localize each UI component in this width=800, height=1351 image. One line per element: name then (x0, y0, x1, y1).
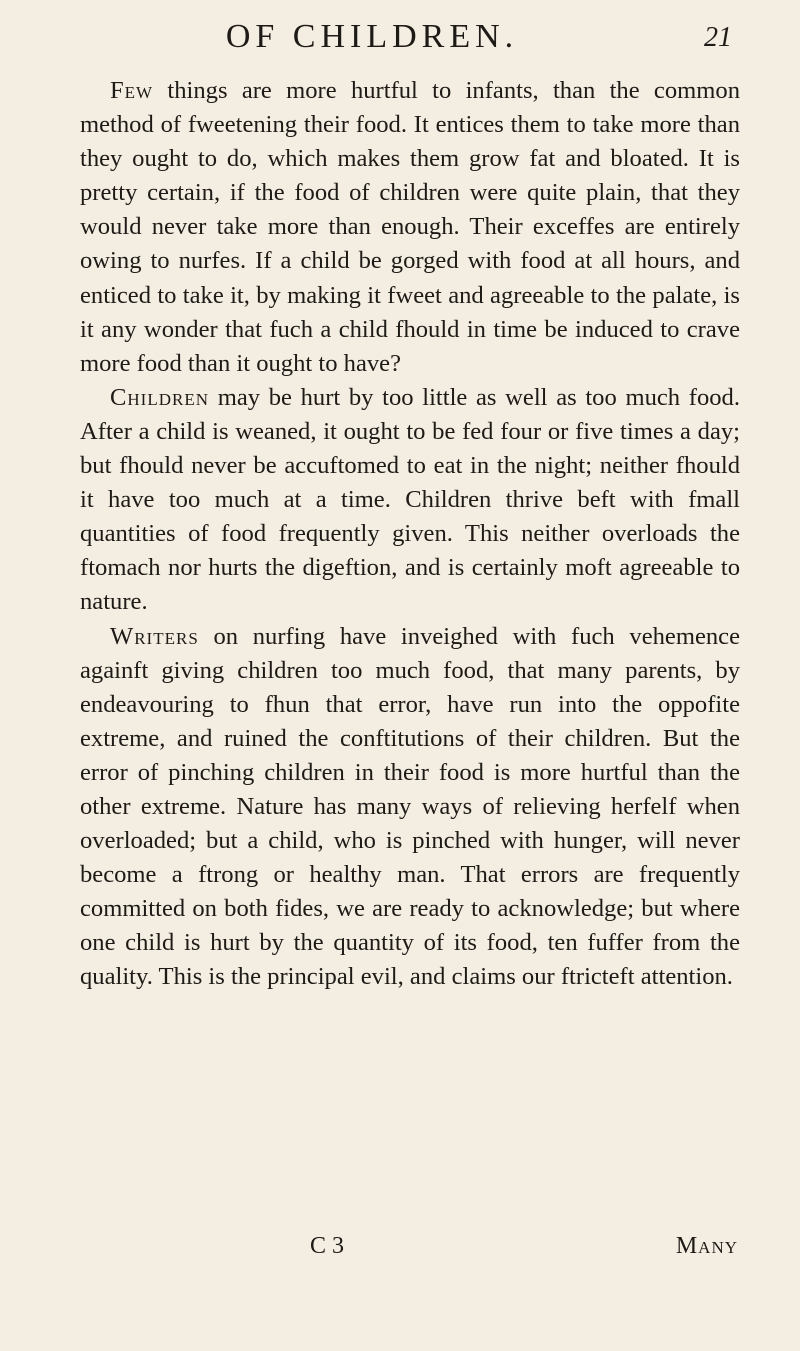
paragraph-feeding-frequency (80, 381, 740, 620)
paragraph-lead-word: Children (110, 383, 210, 411)
paragraph-lead-word: Writers (110, 622, 199, 650)
signature-mark: C 3 (310, 1233, 345, 1259)
paragraph-text: may be hurt by too little as well as too much food. After a child is weaned, it ought to be fed four or five times a day; but fhould never be accuftomed to eat in the night; neither fhould it have too much at a time. Children thrive beft with fmall quantities of food frequently given. This neither overloads the ftomach nor hurts the digeftion, and is certainly moft agreeable to nature. (80, 383, 740, 616)
running-head: OF CHILDREN. (225, 18, 519, 55)
paragraph-text: things are more hurtful to infants, than the common method of fweetening their food. It entices them to take more than they ought to do, which makes them grow fat and bloated. It is pretty certain, if the food of children were quite plain, that they would never take more than enough. Their exceffes are entirely owing to nurfes. If a child be gorged with food at all hours, and enticed to take it, by making it fweet and agreeable to the palate, is it any wonder that fuch a child fhould in time be induced to crave more food than it ought to have? (80, 77, 740, 377)
paragraph-sweetening (80, 74, 740, 381)
catchword: Many (675, 1233, 738, 1259)
paragraph-lead-word: Few (110, 77, 154, 104)
paragraph-text: on nurfing have inveighed with fuch vehemence againft giving children too much food, that many parents, by endeavouring to fhun that error, have run into the oppofite extreme, and ruined the conftitutions of their children. But the error of pinching children in their food is more hurtful than the other extreme. Nature has many ways of relieving herfelf when overloaded; but a child, who is pinched with hunger, will never become a ftrong or healthy man. That errors are frequently committed on both fides, we are ready to acknowledge; but where one child is hurt by the quantity of its food, ten fuffer from the quality. This is the principal evil, and claims our ftricteft attention. (80, 622, 740, 991)
page-number: 21 (704, 22, 732, 53)
page-header (82, 18, 732, 64)
body-text (80, 74, 740, 995)
paragraph-writers-on-nursing (80, 620, 740, 995)
page-footer (80, 1233, 740, 1267)
